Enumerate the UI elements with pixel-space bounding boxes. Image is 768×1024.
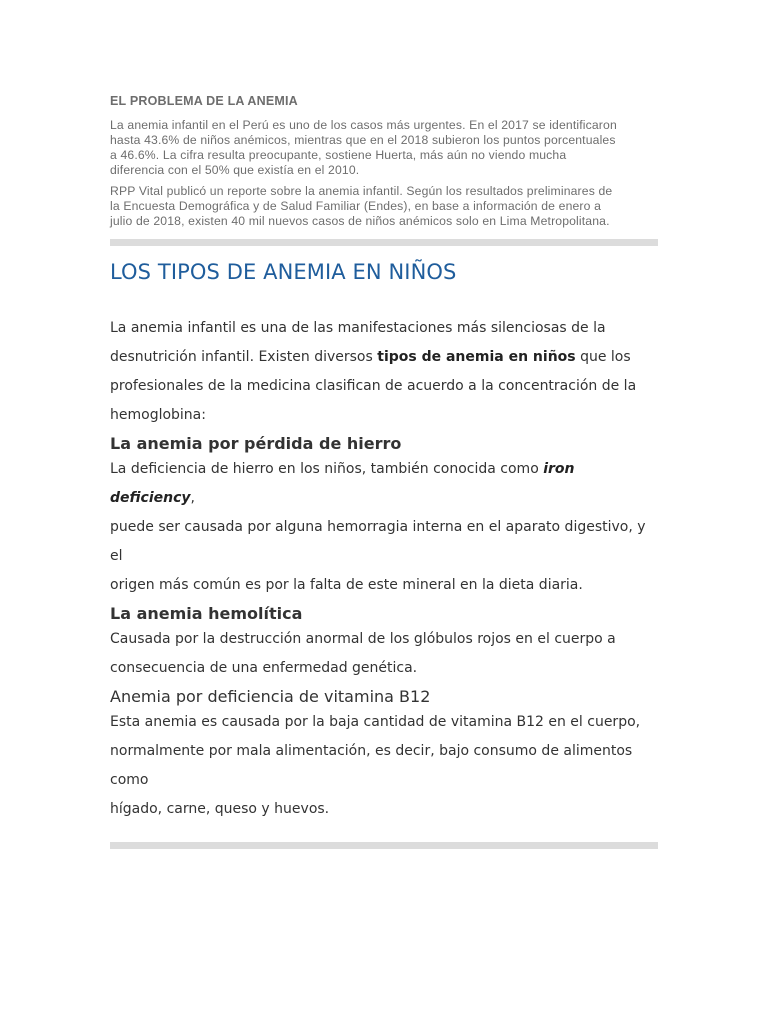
section-heading-hemolytic: La anemia hemolítica <box>110 604 303 623</box>
problem-paragraph-1 <box>110 118 658 178</box>
text-line: diferencia con el 50% que existía en el 2010. <box>110 163 360 177</box>
document-page <box>110 94 658 849</box>
article-title: LOS TIPOS DE ANEMIA EN NIÑOS <box>110 260 457 284</box>
section-paragraph-iron-loss <box>110 455 658 600</box>
text-line: a 46.6%. La cifra resulta preocupante, sostiene Huerta, más aún no viendo mucha <box>110 148 567 162</box>
text-line: Esta anemia es causada por la baja cantidad de vitamina B12 en el cuerpo, <box>110 714 641 730</box>
text-line: que los <box>575 349 631 365</box>
text-line: RPP Vital publicó un reporte sobre la anemia infantil. Según los resultados preliminares de <box>110 184 613 198</box>
text-line: normalmente por mala alimentación, es decir, bajo consumo de alimentos como <box>110 743 633 788</box>
text-line: julio de 2018, existen 40 mil nuevos casos de niños anémicos solo en Lima Metropolitana. <box>110 214 610 228</box>
text-line: , <box>190 490 195 506</box>
text-line: La deficiencia de hierro en los niños, también conocida como <box>110 461 544 477</box>
section-heading-b12: Anemia por deficiencia de vitamina B12 <box>110 687 431 706</box>
text-line: La anemia infantil en el Perú es uno de los casos más urgentes. En el 2017 se identificaron <box>110 118 617 132</box>
text-line: Causada por la destrucción anormal de los glóbulos rojos en el cuerpo a <box>110 631 616 647</box>
divider-top <box>110 239 658 246</box>
text-line: origen más común es por la falta de este mineral en la dieta diaria. <box>110 577 583 593</box>
text-line: profesionales de la medicina clasifican de acuerdo a la concentración de la <box>110 378 637 394</box>
text-line: La anemia infantil es una de las manifestaciones más silenciosas de la <box>110 320 606 336</box>
section-heading-iron-loss: La anemia por pérdida de hierro <box>110 434 402 453</box>
text-line: puede ser causada por alguna hemorragia interna en el aparato digestivo, y el <box>110 519 646 564</box>
text-line: hasta 43.6% de niños anémicos, mientras que en el 2018 subieron los puntos porcentuales <box>110 133 616 147</box>
section-paragraph-hemolytic <box>110 625 658 683</box>
problem-section-label: EL PROBLEMA DE LA ANEMIA <box>110 94 298 108</box>
text-line: la Encuesta Demográfica y de Salud Familiar (Endes), en base a información de enero a <box>110 199 602 213</box>
section-paragraph-b12 <box>110 708 658 824</box>
text-line: consecuencia de una enfermedad genética. <box>110 660 418 676</box>
bold-term: tipos de anemia en niños <box>377 349 576 365</box>
text-line: hemoglobina: <box>110 407 206 423</box>
text-line: desnutrición infantil. Existen diversos <box>110 349 378 365</box>
problem-paragraph-2 <box>110 184 658 229</box>
divider-bottom <box>110 842 658 849</box>
text-line: hígado, carne, queso y huevos. <box>110 801 330 817</box>
emphasis-term: iron deficiency <box>110 461 575 506</box>
intro-paragraph <box>110 314 658 430</box>
